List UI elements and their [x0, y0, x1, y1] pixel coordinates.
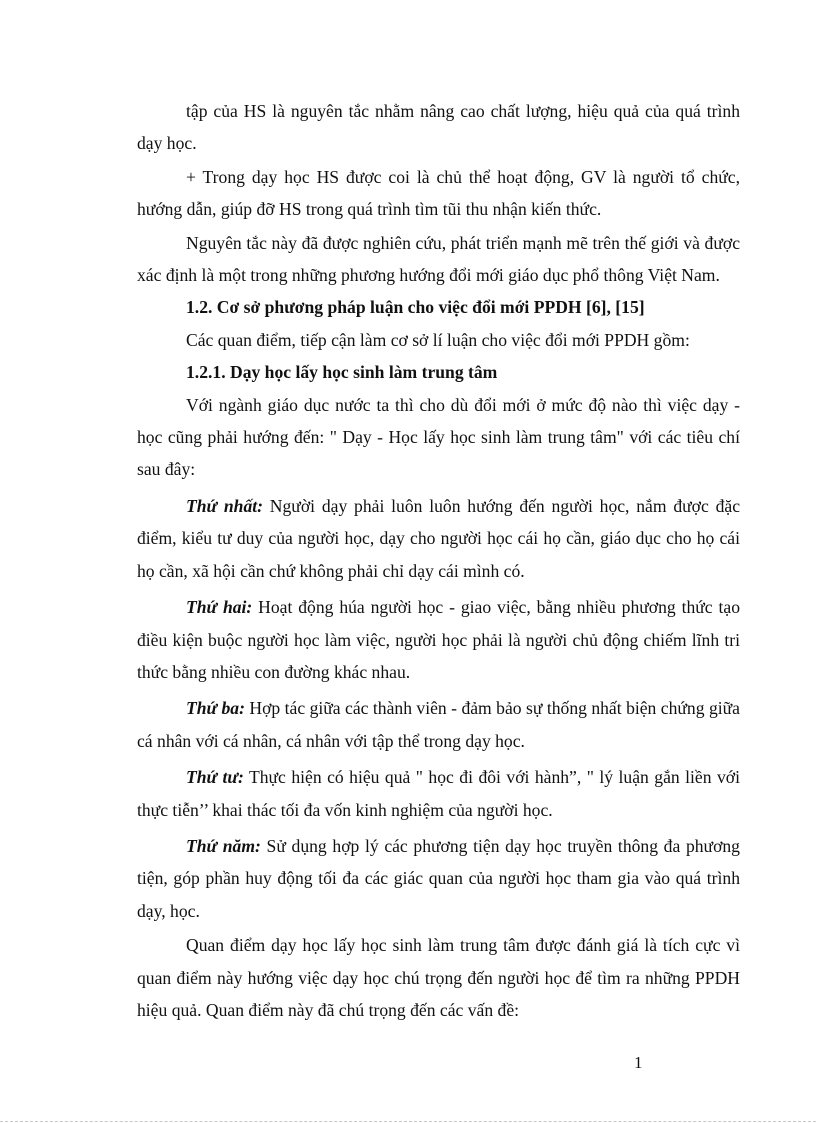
paragraph: Các quan điểm, tiếp cận làm cơ sở lí luận cho việc đổi mới PPDH gồm:: [186, 329, 690, 350]
criterion-lead: Thứ tư:: [186, 767, 244, 788]
criterion-lead: Thứ năm:: [186, 835, 261, 856]
criterion-text: Hợp tác giữa các thành viên - đảm bảo sự thống nhất biện chứng giữa cá nhân với cá nhân, cá nhân với tập thể trong dạy học.: [137, 698, 740, 751]
criterion-lead: Thứ hai:: [186, 597, 253, 618]
paragraph: tập của HS là nguyên tắc nhằm nâng cao chất lượng, hiệu quả của quá trình dạy học.: [137, 101, 740, 154]
paragraph: Với ngành giáo dục nước ta thì cho dù đổi mới ở mức độ nào thì việc dạy - học cũng phải hướng đến: " Dạy - Học lấy học sinh làm trung tâm" với các tiêu chí sau đây:: [137, 394, 740, 480]
subsection-heading: 1.2.1. Dạy học lấy học sinh làm trung tâm: [186, 362, 498, 383]
criterion-text: Sử dụng hợp lý các phương tiện dạy học truyền thông đa phương tiện, góp phần huy động tối đa các giác quan của người học tham gia vào quá trình dạy, học.: [137, 835, 740, 921]
criterion-lead: Thứ ba:: [186, 698, 245, 719]
paragraph: Nguyên tắc này đã được nghiên cứu, phát triển mạnh mẽ trên thế giới và được xác định là một trong những phương hướng đổi mới giáo dục phổ thông Việt Nam.: [137, 232, 740, 286]
paragraph: Quan điểm dạy học lấy học sinh làm trung tâm được đánh giá là tích cực vì quan điểm này hướng việc dạy học chú trọng đến người học để tìm ra những PPDH hiệu quả. Quan điểm này đã chú trọng đến các vấn đề:: [137, 935, 740, 1020]
criterion-item: [137, 591, 740, 688]
criterion-text: Hoạt động húa người học - giao việc, bằng nhiều phương thức tạo điều kiện buộc người học làm việc, người học phải là người chủ động chiếm lĩnh tri thức bằng nhiều con đường khác nhau.: [137, 597, 740, 682]
criterion-text: Người dạy phải luôn luôn hướng đến người học, nắm được đặc điểm, kiểu tư duy của người học, dạy cho người học cái họ cần, giáo dục cho họ cái họ cần, xã hội cần chứ không phải chỉ dạy cái mình có.: [137, 495, 740, 581]
criterion-lead: Thứ nhất:: [186, 495, 263, 516]
criterion-text: Thực hiện có hiệu quả " học đi đôi với hành”, " lý luận gắn liền với thực tiễn’’ khai thác tối đa vốn kinh nghiệm của người học.: [137, 767, 740, 820]
criterion-item: [137, 830, 740, 927]
page-boundary-divider: [0, 1121, 816, 1122]
page-body: [137, 95, 740, 1026]
section-heading: 1.2. Cơ sở phương pháp luận cho việc đổi mới PPDH [6], [15]: [186, 297, 645, 318]
paragraph: + Trong dạy học HS được coi là chủ thể hoạt động, GV là người tổ chức, hướng dẫn, giúp đỡ HS trong quá trình tìm tũi thu nhận kiến thức.: [137, 166, 740, 220]
page-number: 1: [634, 1053, 643, 1072]
criterion-item: [137, 761, 740, 826]
criterion-item: [137, 692, 740, 757]
criterion-item: [137, 490, 740, 587]
